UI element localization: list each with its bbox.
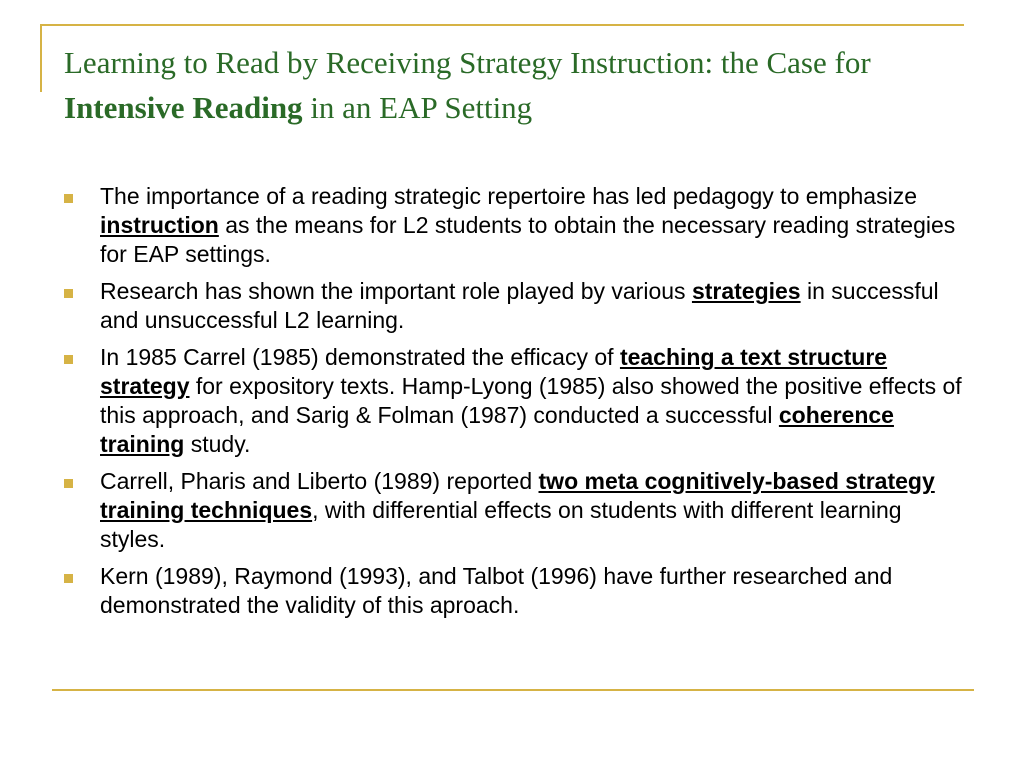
bullet-2-text-before: Research has shown the important role played by various [100, 278, 692, 304]
bullet-item-3 [64, 343, 964, 459]
square-bullet-icon [64, 574, 73, 583]
bullet-item-1 [64, 182, 964, 269]
bullet-4-text-after: , with differential effects on students with different learning styles. [100, 497, 902, 552]
bullet-4-highlight: two meta cognitively-based strategy training techniques [100, 468, 935, 523]
bullet-2-highlight: strategies [691, 278, 801, 304]
title-emphasis: Intensive Reading [64, 90, 303, 125]
bullet-3-highlight: teaching a text structure strategy [100, 344, 888, 399]
bullet-1-text-before: The importance of a reading strategic repertoire has led pedagogy to emphasize [100, 183, 917, 209]
bullet-3-highlight-2: coherence training [100, 402, 894, 457]
bullet-3-text-before: In 1985 Carrel (1985) demonstrated the efficacy of [100, 344, 620, 370]
bullet-item-2 [64, 277, 964, 335]
title-text-part1: Learning to Read by Receiving Strategy Instruction: the Case for [64, 45, 871, 80]
bullet-5-text: Kern (1989), Raymond (1993), and Talbot (1996) have further researched and demonstrated the validity of this aproach. [100, 563, 893, 618]
slide-title [64, 40, 964, 130]
bullet-4-text-before: Carrell, Pharis and Liberto (1989) reported [100, 468, 539, 494]
bullet-2-text-after: in successful and unsuccessful L2 learning. [100, 278, 939, 333]
bullet-item-4 [64, 467, 964, 554]
left-border-rule [40, 24, 42, 92]
top-border-rule [40, 24, 964, 26]
bullet-3-text-after: study. [184, 431, 251, 457]
square-bullet-icon [64, 194, 73, 203]
bottom-border-rule [52, 689, 974, 691]
square-bullet-icon [64, 355, 73, 364]
square-bullet-icon [64, 479, 73, 488]
bullet-1-highlight: instruction [100, 212, 219, 238]
bullet-list [64, 182, 964, 628]
square-bullet-icon [64, 289, 73, 298]
title-text-part2: in an EAP Setting [302, 90, 533, 125]
bullet-1-text-after: as the means for L2 students to obtain the necessary reading strategies for EAP settings. [100, 212, 956, 267]
bullet-3-text-middle: for expository texts. Hamp-Lyong (1985) also showed the positive effects of this approach, and Sarig & Folman (1987) conducted a successful [100, 373, 962, 428]
bullet-item-5 [64, 562, 964, 620]
